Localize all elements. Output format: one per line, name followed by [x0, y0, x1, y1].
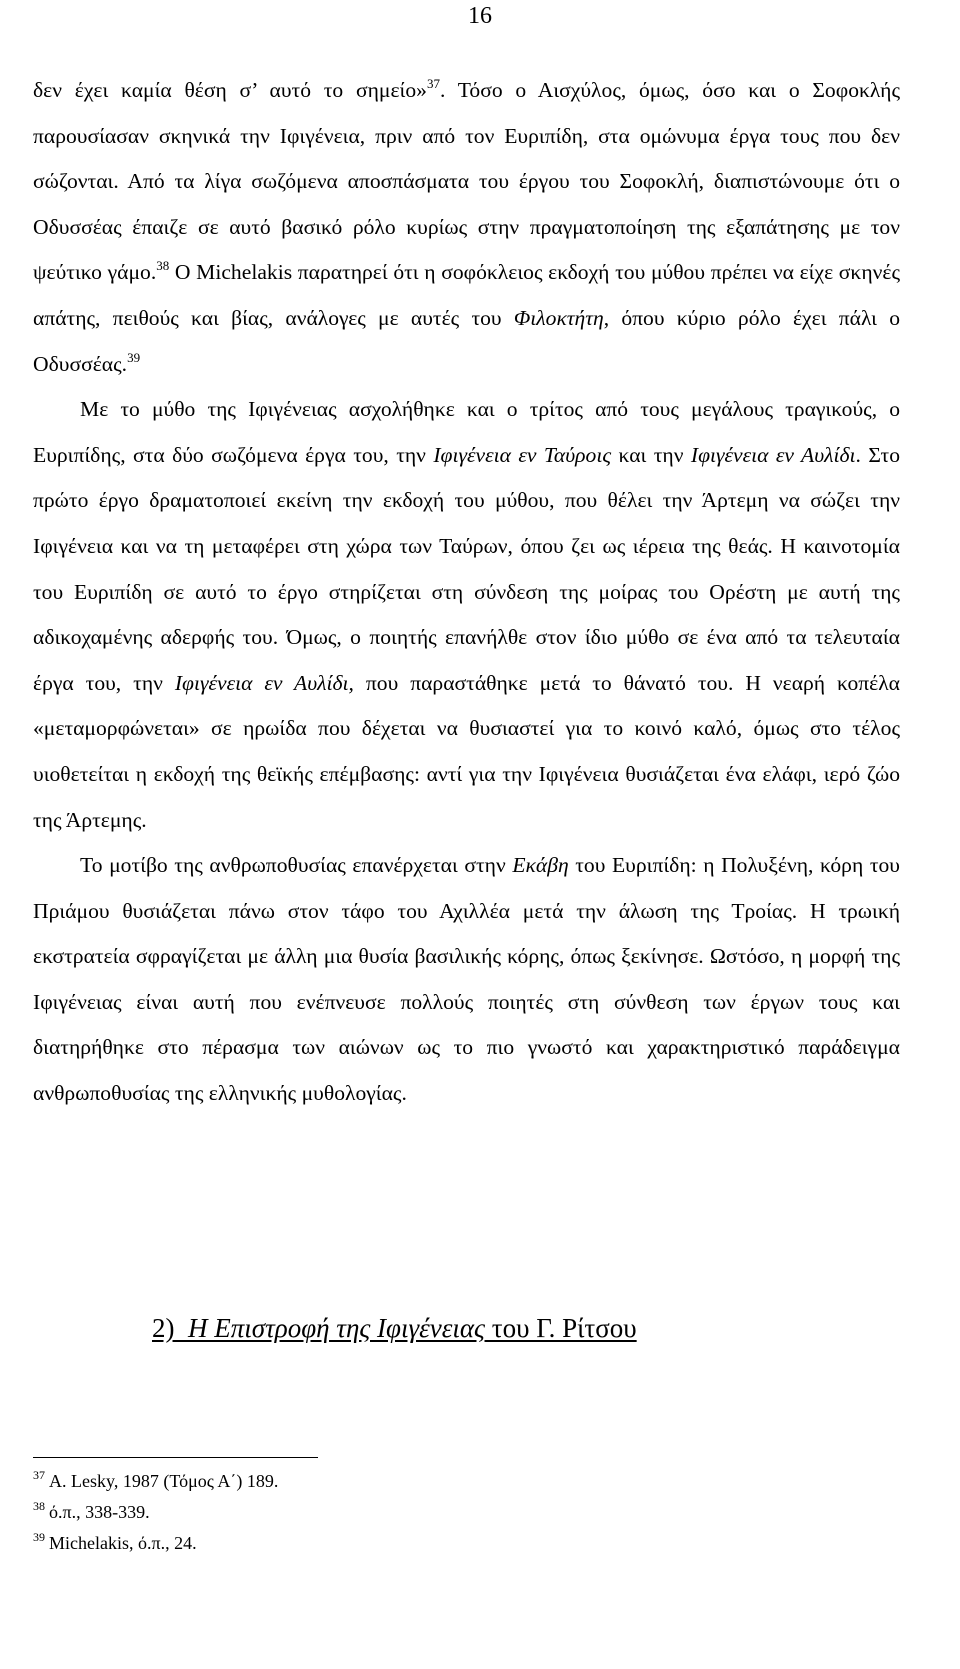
text-run: που παραστάθηκε μετά το θάνατό του. Η νεαρή κοπέλα «μεταμορφώνεται» σε ηρωίδα που δέχεται να θυσιαστεί για το κοινό καλό, όμως στο τέλος υιοθετείται η εκδοχή της θεϊκής επέμβασης: αντί για την Ιφιγένεια θυσιάζεται ένα ελάφι, ιερό ζώο της Άρτεμης. — [33, 670, 900, 832]
section-title-rest: του Γ. Ρίτσου — [485, 1313, 637, 1343]
section-number: 2) — [152, 1313, 175, 1343]
work-title: Ιφιγένεια εν Αυλίδι — [690, 442, 856, 467]
work-title: Ιφιγένεια εν Αυλίδι, — [174, 670, 354, 695]
text-run: και την — [611, 442, 691, 467]
text-run: Το μοτίβο της ανθρωποθυσίας επανέρχεται στην — [80, 853, 513, 878]
footnote-text: Michelakis, ό.π., 24. — [49, 1533, 197, 1553]
footnotes — [33, 1466, 278, 1559]
text-run: . Στο πρώτο έργο δραματοποιεί εκείνη την εκδοχή του μύθου, που θέλει την Άρτεμη να σώζει την Ιφιγένεια και να τη μεταφέρει στη χώρα των Ταύρων, όπου ζει ως ιέρεια της θεάς. Η καινοτομία του Ευριπίδη σε αυτό το έργο στηρίζεται στη σύνδεση της μοίρας του Ορέστη με αυτή της αδικοχαμένης αδερφής του. Όμως, ο ποιητής επανήλθε στον ίδιο μύθο σε ένα από τα τελευταία έργα του, την — [33, 442, 901, 695]
footnote-text: A. Lesky, 1987 (Τόμος Α΄) 189. — [49, 1471, 279, 1491]
footnote-number: 38 — [33, 1499, 45, 1513]
work-title: Φιλοκτήτη — [513, 305, 604, 330]
work-title: Ιφιγένεια εν Ταύροις — [433, 442, 612, 467]
footnote-ref-37[interactable]: 37 — [426, 76, 440, 91]
footnote-ref-39[interactable]: 39 — [127, 349, 141, 365]
text-run: Με το μύθο της Ιφιγένειας ασχολήθηκε και ο τρίτος από τους μεγάλους τραγικούς, ο Ευριπίδης, στα δύο σωζόμενα έργα του, την — [33, 397, 900, 467]
footnote-39 — [33, 1528, 278, 1559]
paragraph-3 — [33, 843, 900, 1117]
footnote-ref-38[interactable]: 38 — [156, 258, 170, 274]
text-run: του Ευριπίδη: η Πολυξένη, κόρη του Πριάμου θυσιάζεται πάνω στον τάφο του Αχιλλέα μετά την άλωση της Τροίας. Η τρωική εκστρατεία σφραγίζεται με άλλη μια θυσία βασιλικής κόρης, όπως ξεκίνησε. Ωστόσο, η μορφή της Ιφιγένειας είναι αυτή που ενέπνευσε πολλούς ποιητές στη σύνθεση των έργων τους και διατηρήθηκε στο πέρασμα των αιώνων ως το πιο γνωστό και χαρακτηριστικό παράδειγμα ανθρωποθυσίας της ελληνικής μυθολογίας. — [33, 853, 900, 1106]
footnote-38 — [33, 1497, 278, 1528]
footnote-separator — [33, 1457, 318, 1458]
section-heading — [152, 1311, 637, 1345]
paragraph-2 — [33, 387, 900, 843]
text-run: . Τόσο ο Αισχύλος, όμως, όσο και ο Σοφοκλής παρουσίασαν σκηνικά την Ιφιγένεια, πριν από τον Ευριπίδη, στα ομώνυμα έργα τους που δεν σώζονται. Από τα λίγα σωζόμενα αποσπάσματα του έργου του Σοφοκλή, διαπιστώνουμε ότι ο Οδυσσέας έπαιζε σε αυτό βασικό ρόλο κυρίως στην πραγματοποίηση της εξαπάτησης με τον ψεύτικο γάμο. — [33, 78, 900, 285]
body-text — [33, 68, 900, 1117]
text-run: Ο Michelakis παρατηρεί ότι η σοφόκλειος εκδοχή του μύθου πρέπει να είχε σκηνές απάτης, πειθούς και βίας, ανάλογες με αυτές του — [33, 260, 900, 330]
page-number: 16 — [468, 3, 492, 29]
footnote-number: 37 — [33, 1468, 45, 1482]
footnote-37 — [33, 1466, 278, 1497]
footnote-number: 39 — [33, 1530, 45, 1544]
work-title: Εκάβη — [512, 853, 569, 878]
text-run: , όπου κύριο ρόλο έχει πάλι ο Οδυσσέας. — [33, 305, 900, 376]
footnote-text: ό.π., 338-339. — [49, 1502, 150, 1522]
section-title-italic: Η Επιστροφή της Ιφιγένειας — [188, 1313, 486, 1343]
paragraph-1 — [33, 68, 900, 387]
text-run: δεν έχει καμία θέση σ’ αυτό το σημείο» — [33, 78, 427, 102]
